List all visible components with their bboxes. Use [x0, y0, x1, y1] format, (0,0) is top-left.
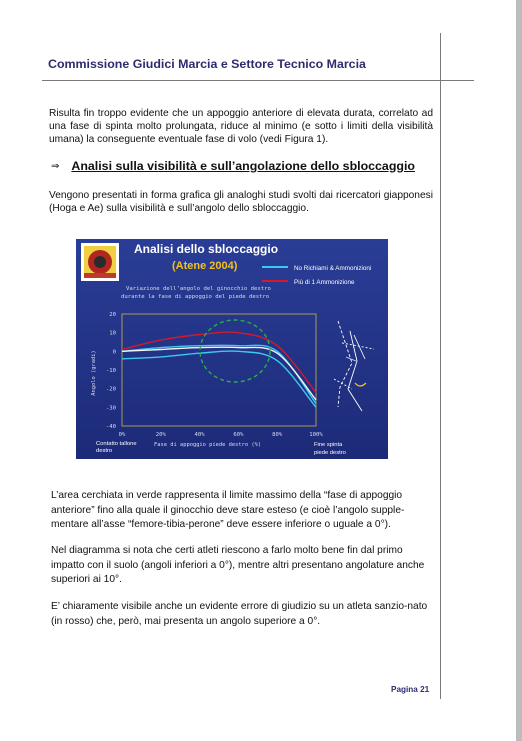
- y-tick-label: -40: [105, 424, 116, 430]
- y-tick-label: 20: [109, 312, 116, 318]
- page-number: Pagina 21: [391, 685, 430, 694]
- paragraph-presented: Vengono presentati in forma grafica gli analoghi studi svolti dai ricercatori giapponesi (Hoga e Ae) sulla visibilità e sull’angolo dello sbloccaggio.: [49, 190, 433, 214]
- section-title: Analisi sulla visibilità e sull’angolazione dello sbloccaggio: [71, 159, 415, 173]
- page-header: Commissione Giudici Marcia e Settore Tecnico Marcia: [48, 57, 366, 71]
- x-tick-label: 100%: [309, 432, 323, 438]
- figure-subtitle: (Atene 2004): [172, 260, 238, 272]
- x-tick-label: 60%: [233, 432, 244, 438]
- y-tick-label: -30: [105, 405, 116, 412]
- header-divider: [42, 80, 474, 81]
- y-tick-label: 10: [109, 330, 116, 337]
- x-tick-label: 0%: [118, 432, 126, 438]
- x-tick-label: 20%: [155, 432, 166, 438]
- x-tick-label: 40%: [194, 432, 205, 438]
- chart-title-line-2: durante la fase di appoggio del piede destro: [121, 294, 270, 300]
- figure-title: Analisi dello sbloccaggio: [134, 242, 279, 256]
- paragraph-circled-area: L’area cerchiata in verde rappresenta il limite massimo della “fase di appoggio anteriore” fino alla quale il ginocchio deve stare esteso (e cioè l’angolo supple-mentare all’asse “femore-tibia-perone” deve essere inferiore o uguale a 0°).: [51, 490, 405, 530]
- y-tick-label: 0: [112, 349, 116, 356]
- arrow-icon: ⇒: [51, 161, 60, 172]
- start-label-line-1: Contatto tallone: [96, 441, 137, 447]
- margin-line: [440, 33, 441, 699]
- x-axis-label: Fase di appoggio piede destro (%): [154, 442, 262, 448]
- section-heading: [51, 159, 415, 173]
- start-label-line-2: destro: [96, 448, 113, 454]
- end-label-line-2: piede destro: [314, 450, 346, 456]
- page-shadow: [516, 0, 522, 741]
- x-tick-label: 80%: [272, 432, 283, 438]
- paragraph-diagram: Nel diagramma si nota che certi atleti riescono a farlo molto bene fin dal primo impatto con il suolo (angoli inferiori a 0°), mentre altri presentano angolature anche superiori ai 10°.: [51, 545, 425, 585]
- y-tick-label: -10: [105, 368, 116, 374]
- y-axis-label: Angolo (gradi): [91, 350, 97, 396]
- legend-label-blue: No Richiami & Ammonizioni: [294, 265, 372, 272]
- y-tick-label: -20: [105, 386, 116, 393]
- paragraph-error: E’ chiaramente visibile anche un evidente errore di giudizio su un atleta sanzio-nato (in rosso) che, però, mai presenta un angolo superiore a 0°.: [51, 601, 428, 627]
- paragraph-intro: Risulta fin troppo evidente che un appoggio anteriore di elevata durata, correlato ad una fase di spinta molto prolungata, riduce al minimo (e sotto i limiti della visibilità umana) la conseguente eventuale fase di volo (vedi Figura 1).: [49, 108, 433, 145]
- chart: [76, 239, 388, 459]
- logo: [81, 243, 119, 281]
- legend-label-red: Più di 1 Ammonizione: [294, 279, 355, 286]
- end-label-line-1: Fine spinta: [314, 442, 343, 448]
- chart-title-line-1: Variazione dell’angolo del ginocchio destro: [126, 286, 271, 292]
- figure-slide: [76, 239, 388, 459]
